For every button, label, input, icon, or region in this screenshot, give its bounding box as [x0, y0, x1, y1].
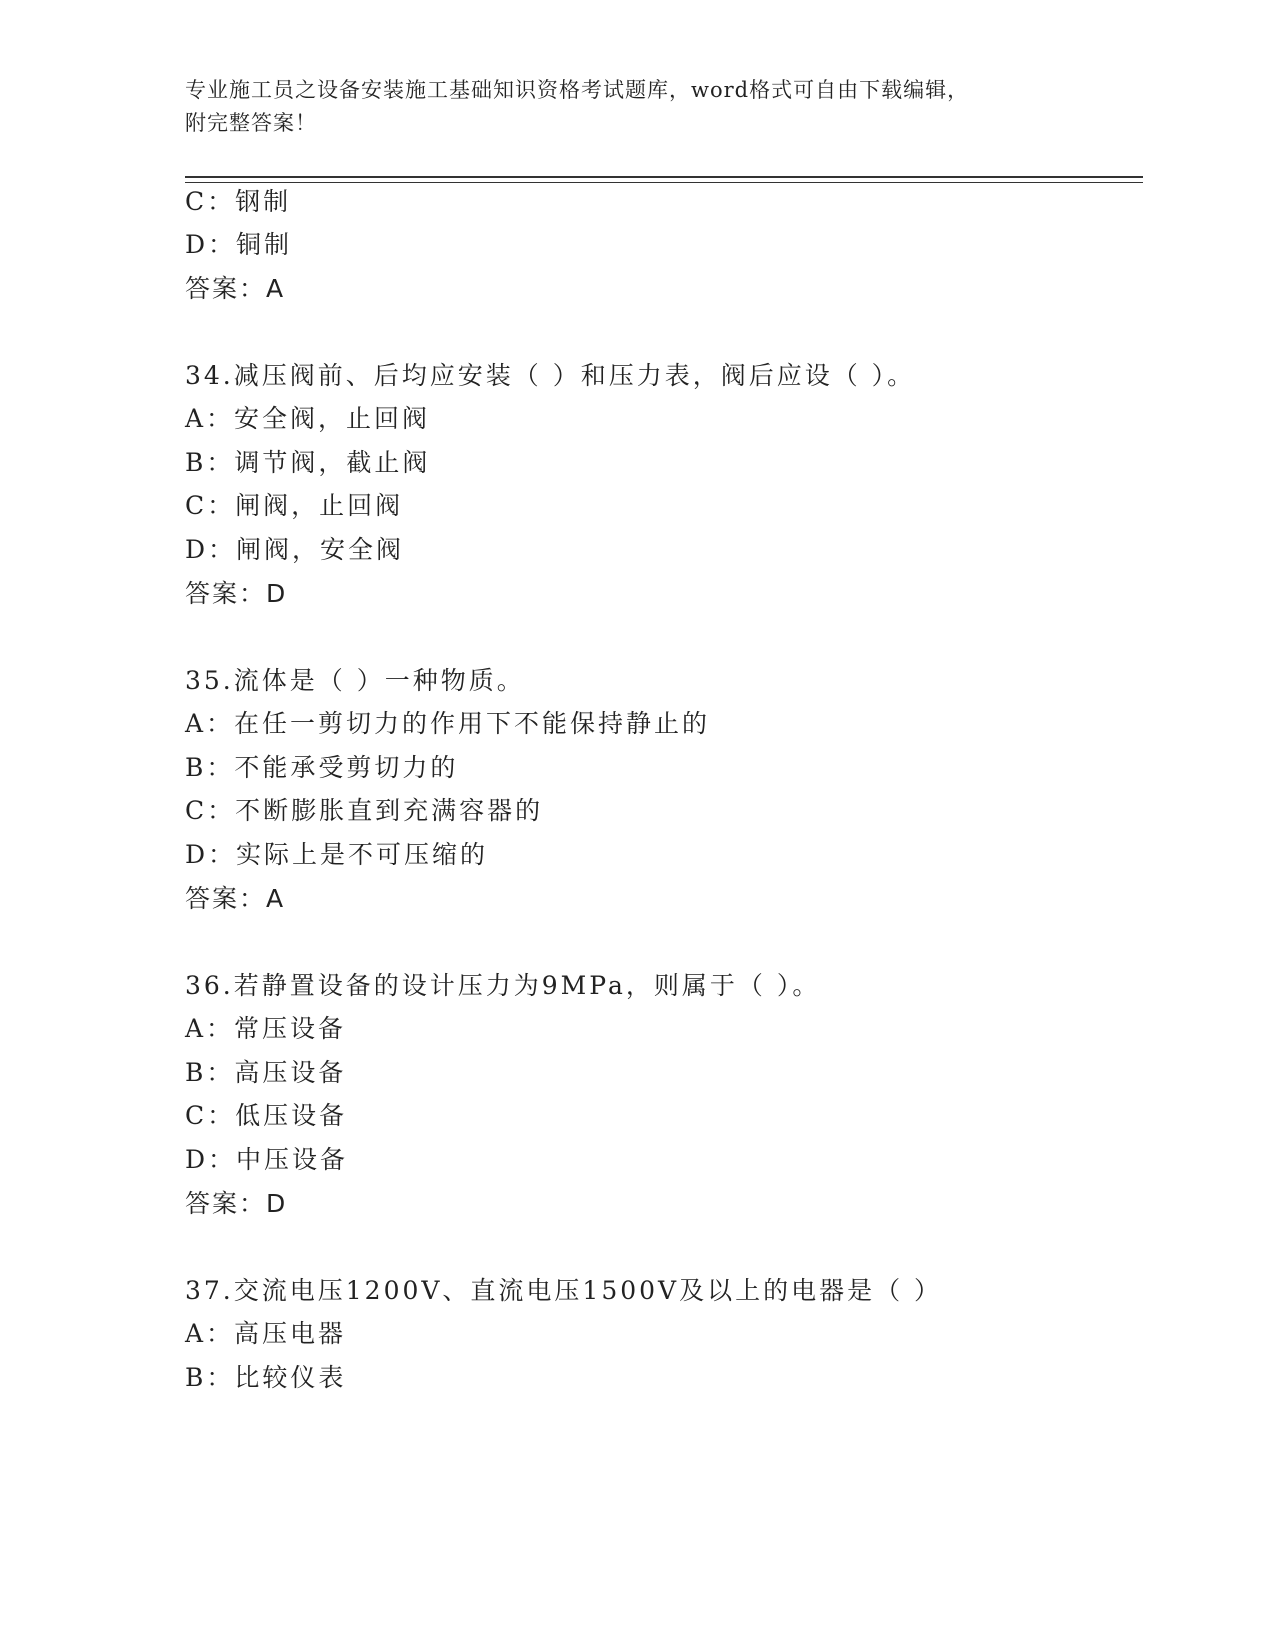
option-line: C：不断膨胀直到充满容器的 — [185, 796, 544, 825]
option-line: B：调节阀，截止阀 — [185, 448, 431, 477]
option-line: D：实际上是不可压缩的 — [185, 840, 489, 869]
option-line: C：闸阀，止回阀 — [185, 491, 404, 520]
header-line-1: 专业施工员之设备安装施工基础知识资格考试题库，word格式可自由下载编辑， — [185, 78, 970, 102]
header-divider-thin — [185, 182, 1143, 183]
option-line: A：常压设备 — [185, 1014, 347, 1043]
answer-line: 答案：A — [185, 274, 286, 303]
question-title: 34.减压阀前、后均应安装（ ）和压力表，阀后应设（ ）。 — [185, 361, 916, 390]
answer-line: 答案：D — [185, 579, 288, 608]
answer-line: 答案：D — [185, 1189, 288, 1218]
header-divider-thick — [185, 176, 1143, 178]
option-line: C：低压设备 — [185, 1101, 348, 1130]
option-line: D：闸阀，安全阀 — [185, 535, 405, 564]
option-line: A：在任一剪切力的作用下不能保持静止的 — [185, 709, 711, 738]
question-title: 36.若静置设备的设计压力为9MPa，则属于（ ）。 — [185, 971, 821, 1000]
header-line-2: 附完整答案！ — [185, 111, 317, 135]
option-line: A：安全阀，止回阀 — [185, 404, 431, 433]
option-line: B：高压设备 — [185, 1058, 347, 1087]
document-header — [185, 74, 1085, 140]
question-title: 35.流体是（ ）一种物质。 — [185, 666, 525, 695]
option-line: D：铜制 — [185, 230, 293, 259]
question-title: 37.交流电压1200V、直流电压1500V及以上的电器是（ ） — [185, 1276, 943, 1305]
answer-line: 答案：A — [185, 884, 286, 913]
option-line: C：钢制 — [185, 187, 292, 216]
option-line: A：高压电器 — [185, 1319, 347, 1348]
option-line: B：不能承受剪切力的 — [185, 753, 459, 782]
option-line: D：中压设备 — [185, 1145, 349, 1174]
option-line: B：比较仪表 — [185, 1363, 347, 1392]
